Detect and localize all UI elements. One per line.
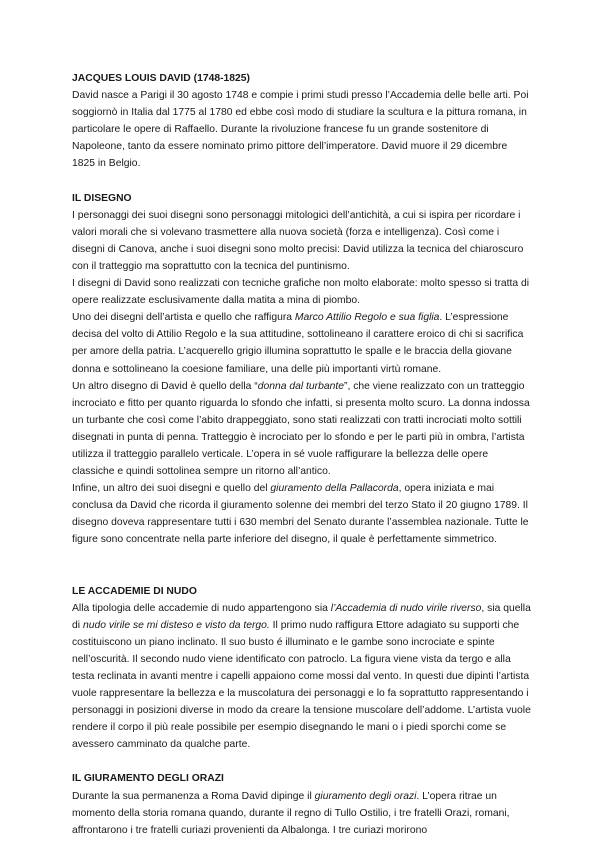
artwork-title: donna dal turbante	[257, 380, 345, 392]
paragraph	[72, 309, 532, 377]
artwork-title: Marco Attilio Regolo e sua figlia	[294, 312, 440, 324]
text-run: Uno dei disegni dell’artista e quello che raffigura	[72, 312, 295, 324]
section-biography	[72, 70, 532, 173]
text-run: Durante la sua permanenza a Roma David dipinge il	[72, 790, 315, 802]
paragraph	[72, 788, 532, 839]
artwork-title: giuramento della Pallacorda	[270, 483, 399, 495]
section-title: IL DISEGNO	[72, 192, 132, 204]
text-run: Un altro disegno di David è quello della “	[72, 380, 258, 392]
text-run: Alla tipologia delle accademie di nudo appartengono sia	[72, 602, 331, 614]
text-run: . L’espressione decisa del volto di Attilio Regolo e la sua attitudine, sottolineano il carattere eroico di chi si sacrifica per amore della patria. L’acquerello grigio illumina soprattutto le spalle e le braccia della giovane donna e sottolineano la coesione familiare, una delle più importanti virtù romane.	[72, 312, 524, 375]
artwork-title: l’Accademia di nudo virile riverso	[330, 602, 482, 614]
document-page	[72, 70, 532, 839]
text-run: ”, che viene realizzato con un tratteggio incrociato e fitto per quanto riguarda lo sfondo che infatti, si presenta molto scuro. La donna indossa un turbante che così come l’abito drappeggiato, sono stati realizzati con tratti incrociati molto sottili disegnati in punta di penna. Tratteggio è incrociato per lo sfondo e per le parti più in ombra, l’artista utilizza il tratteggio parallelo verticale. L’opera in sé vuole raffigurare la bellezza delle opere classiche e quindi sottolinea sempre un ritorno all’antico.	[72, 380, 530, 478]
section-giuramento-degli-orazi	[72, 770, 532, 838]
text-run: , opera iniziata e mai conclusa da David che ricorda il giuramento solenne dei membri del terzo Stato il 20 giugno 1789. Il disegno doveva rappresentare tutti i 630 membri del Senato durante l’assemblea nazionale. Tutte le figure sono concentrate nella parte inferiore del disegno, il quale è perfettamente simmetrico.	[72, 483, 529, 546]
section-title: LE ACCADEMIE DI NUDO	[72, 585, 197, 597]
artwork-title: nudo virile se mi disteso e visto da tergo.	[82, 619, 270, 631]
paragraph	[72, 480, 532, 548]
text-run: I disegni di David sono realizzati con tecniche grafiche non molto elaborate: molto spesso si tratta di opere realizzate esclusivamente dalla matita a mina di piombo.	[72, 278, 530, 307]
paragraph	[72, 378, 532, 481]
section-title: JACQUES LOUIS DAVID (1748-1825)	[72, 73, 251, 84]
text-run: . L’opera ritrae un momento della storia romana quando, durante il regno di Tullo Ostilio, i tre fratelli Orazi, romani, affrontarono i tre fratelli curiazi provenienti da Albalonga. I tre curiazi morirono	[72, 790, 510, 836]
section-title: IL GIURAMENTO DEGLI ORAZI	[72, 773, 224, 785]
text-run: , sia quella di	[72, 602, 531, 631]
paragraph	[72, 600, 532, 754]
paragraph	[72, 87, 532, 172]
paragraph	[72, 275, 532, 309]
paragraph	[72, 207, 532, 275]
text-run: David nasce a Parigi il 30 agosto 1748 e compie i primi studi presso l’Accademia delle belle arti. Poi soggiornò in Italia dal 1775 al 1780 ed ebbe così modo di studiare la scultura e la pittura romana, in particolare le opere di Raffaello. Durante la rivoluzione francese fu un grande sostenitore di Napoleone, tanto da essere nominato primo pittore dell’imperatore. David muore il 29 dicembre 1825 in Belgio.	[72, 90, 529, 170]
artwork-title: giuramento degli orazi	[314, 790, 417, 802]
text-run: Il primo nudo raffigura Ettore adagiato su supporti che costituiscono un piano inclinato. Il suo busto é illuminato e le gambe sono incrociate e spinte nell’oscurità. Il secondo nudo viene identificato con patroclo. La figura viene vista da tergo e alla testa reclinata in avanti mentre i capelli appaiono come mossi dal vento. In questi due dipinti l’artista vuole rappresentare la bellezza e la muscolatura dei personaggi e lo fa soprattutto rappresentando i personaggi in posizioni diverse in modo da creare la tensione muscolare dell’addome. L’artista vuole rendere il corpo il più reale possibile per esempio disegnando le mani o i piedi sporchi come se avessero camminato da qualche parte.	[72, 619, 531, 751]
section-il-disegno	[72, 190, 532, 549]
text-run: Infine, un altro dei suoi disegni e quello del	[72, 483, 271, 495]
text-run: I personaggi dei suoi disegni sono personaggi mitologici dell’antichità, a cui si ispira per ricordare i valori morali che si volevano trasmettere alla nuova società (forza e intelligenza). Così come i disegni di Canova, anche i suoi disegni sono molto precisi: David utilizza la tecnica del chiaroscuro con il tratteggio ma soprattutto con la tecnica del puntinismo.	[72, 209, 524, 272]
section-accademie-di-nudo	[72, 583, 532, 754]
